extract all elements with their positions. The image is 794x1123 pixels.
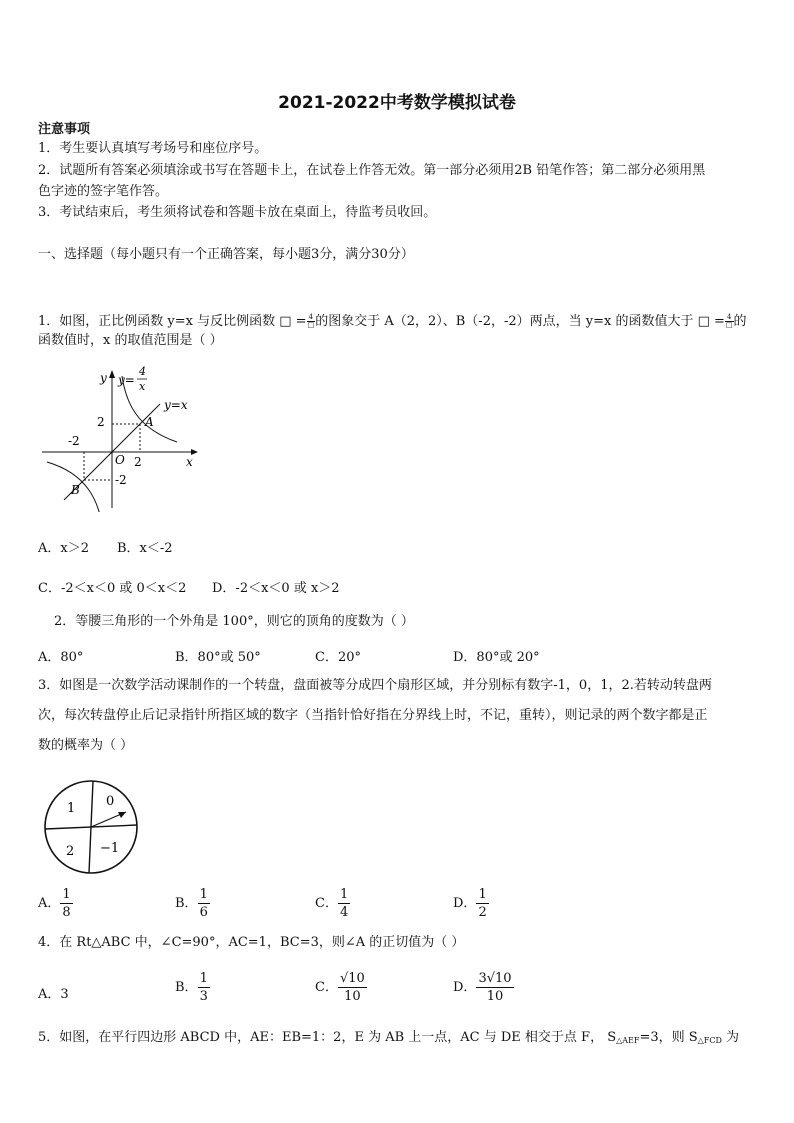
spinner-label-2: 2 (66, 844, 75, 859)
page-title: 2021-2022中考数学模拟试卷 (278, 93, 516, 113)
q3-option-d[interactable]: D． $\frac{1}{2}$ (453, 887, 487, 920)
q2-option-d[interactable]: D．80°或 20° (453, 650, 540, 665)
q3-option-a[interactable]: A． $\frac{1}{8}$ (38, 887, 71, 920)
origin-label: O (115, 453, 125, 467)
tick-label-x-neg2: -2 (68, 434, 80, 448)
notice-item: 1．考生要认真填写考场号和座位序号。 (38, 141, 268, 156)
q1-function-graph (36, 362, 201, 512)
question-4-stem: 4．在 Rt△ABC 中，∠C=90°，AC=1，BC=3，则∠A 的正切值为（ ） (38, 935, 465, 950)
question-1-line-2: 函数值时，x 的取值范围是（ ） (38, 333, 223, 348)
question-3-line-2: 次，每次转盘停止后记录指针所指区域的数字（当指针恰好指在分界线上时，不记，重转），则记录的两个数字都是正 (38, 708, 708, 723)
spinner-label-0: 0 (106, 794, 115, 809)
q2-option-a[interactable]: A．80° (38, 650, 84, 665)
q1-option-b[interactable]: B．x＜-2 (117, 541, 173, 556)
curve-label-num: 4 (139, 365, 146, 378)
q1-fraction-2: □ = $\frac{4}{□}$ (697, 313, 733, 329)
q1-text-a: 1．如图，正比例函数 y=x 与反比例函数 (38, 314, 276, 329)
x-axis-label: x (186, 455, 193, 469)
tick-label-y-neg2: -2 (115, 473, 127, 487)
notice-item: 3．考试结束后，考生须将试卷和答题卡放在桌面上，待监考员收回。 (38, 205, 437, 220)
spinner-label-1: 1 (67, 801, 76, 816)
q1-text-c: 的 (733, 314, 747, 329)
q2-option-b[interactable]: B．80°或 50° (175, 650, 261, 665)
curve-label-prefix: y= (118, 373, 135, 387)
section-heading: 一、选择题（每小题只有一个正确答案，每小题3分，满分30分） (38, 247, 414, 262)
line-label: y=x (164, 398, 188, 412)
q1-option-c[interactable]: C．-2＜x＜0 或 0＜x＜2 (38, 581, 187, 596)
q1-text-b: 的图象交于 A（2，2）、B（-2，-2）两点，当 y=x 的函数值大于 (315, 314, 694, 329)
y-axis-arrow-icon (109, 370, 115, 378)
question-5-stem: 5．如图，在平行四边形 ABCD 中，AE：EB=1：2，E 为 AB 上一点，AC 与 DE 相交于点 F， $S_{\triangle AEF}=3$，则 $S_{\triangle FCD}$ 为 (38, 1030, 740, 1045)
question-3-line-3: 数的概率为（ ） (38, 738, 134, 753)
y-axis-label: y (100, 371, 107, 385)
tick-label-y-2: 2 (97, 415, 105, 429)
q4-option-d[interactable]: D． $\frac{3√10}{10}$ (453, 971, 512, 1004)
q1-fraction-1: □ = $\frac{4}{□}$ (279, 313, 315, 329)
curve-label-den: x (139, 380, 146, 393)
point-a-label: A (145, 415, 154, 429)
q4-option-a[interactable]: A．3 (38, 987, 69, 1002)
question-2-stem: 2．等腰三角形的一个外角是 100°，则它的顶角的度数为（ ） (54, 614, 414, 629)
q4-option-b[interactable]: B． $\frac{1}{3}$ (175, 971, 208, 1004)
notice-item: 色字迹的签字笔作答。 (38, 184, 169, 199)
q2-option-c[interactable]: C．20° (315, 650, 361, 665)
point-b-label: B (71, 483, 80, 497)
question-1-line-1 (38, 312, 747, 332)
question-3-line-1: 3．如图是一次数学活动课制作的一个转盘，盘面被等分成四个扇形区域，并分别标有数字-1，0，1，2.若转动转盘两 (38, 678, 712, 693)
q1-option-a[interactable]: A．x＞2 (38, 541, 89, 556)
spinner-label-neg1: −1 (100, 841, 120, 856)
q3-option-b[interactable]: B． $\frac{1}{6}$ (175, 887, 208, 920)
notice-item: 2．试题所有答案必须填涂或书写在答题卡上，在试卷上作答无效。第一部分必须用2B 铅笔作答；第二部分必须用黑 (38, 163, 706, 178)
q4-option-c[interactable]: C． $\frac{√10}{10}$ (315, 971, 365, 1004)
q3-option-c[interactable]: C． $\frac{1}{4}$ (315, 887, 349, 920)
tick-label-x-2: 2 (134, 455, 142, 469)
q1-option-d[interactable]: D．-2＜x＜0 或 x＞2 (212, 581, 340, 596)
q3-spinner (42, 778, 140, 876)
notice-heading: 注意事项 (38, 122, 91, 137)
